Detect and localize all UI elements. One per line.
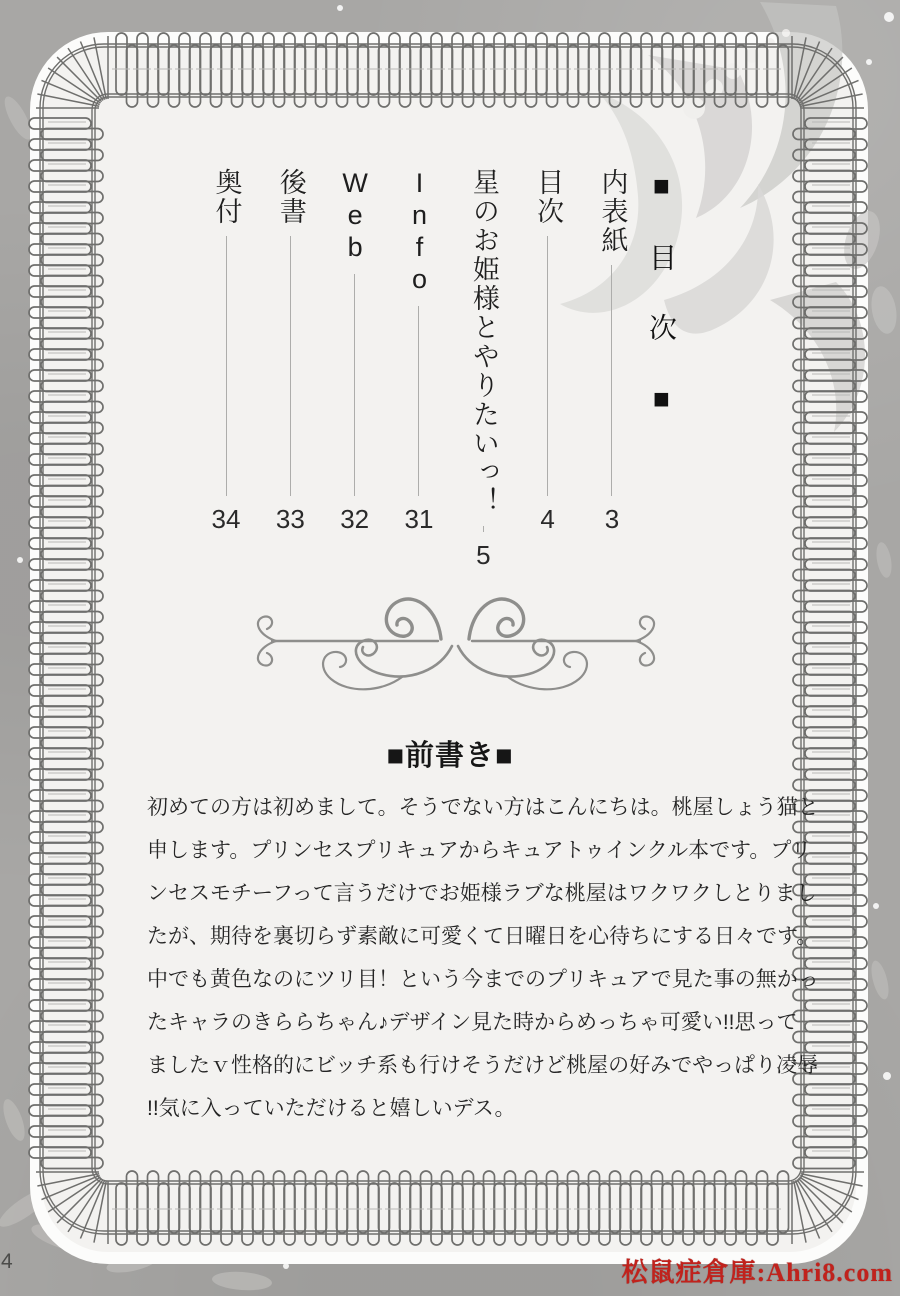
toc-entry-title: 内表紙 — [597, 168, 628, 255]
toc-entry-title: 目次 — [533, 168, 564, 226]
toc-page-number: 33 — [275, 504, 305, 534]
toc-header-label: ■ 目 次 ■ — [646, 170, 677, 421]
toc-page-number: 4 — [540, 504, 555, 534]
toc-leader-line — [226, 236, 227, 496]
toc-leader-line — [483, 526, 484, 532]
foreword-line: 中でも黄色なのにツリ目！という今までのプリキュアで見た事の無かっ — [147, 968, 819, 991]
toc-leader-line — [547, 236, 548, 496]
foreword-heading: ■前書き■ — [386, 740, 514, 772]
foreword-line: ンセスモチーフって言うだけでお姫様ラブな桃屋はワクワクしとりまし — [147, 882, 817, 905]
toc-entry-title: 後書 — [275, 168, 306, 226]
toc-page-number: 31 — [404, 504, 434, 534]
foreword-line: たが、期待を裏切らず素敵に可愛くて日曜日を心待ちにする日々です。 — [147, 925, 818, 948]
toc-entry — [258, 168, 322, 534]
toc-entry — [323, 168, 387, 534]
toc-leader-line — [418, 306, 419, 496]
toc-list — [194, 168, 644, 570]
page-number: 4 — [1, 1250, 13, 1273]
toc-page-number: 32 — [340, 504, 370, 534]
toc-entry — [194, 168, 258, 534]
toc-entry — [516, 168, 580, 534]
toc-entry — [451, 168, 515, 570]
toc-page-number: 3 — [604, 504, 620, 534]
toc-entry-title: 星のお姫様とやりたいっ！ — [468, 168, 499, 516]
toc-leader-line — [290, 236, 291, 496]
toc-entry-title: 奥付 — [211, 168, 242, 226]
foreword-line: !!気に入っていただけると嬉しいデス。 — [147, 1097, 516, 1120]
foreword-line: ましたｖ性格的にビッチ系も行けそうだけど桃屋の好みでやっぱり凌辱 — [147, 1054, 819, 1077]
foreword-paragraph — [147, 786, 837, 1130]
foreword-line: 初めての方は初めまして。そうでない方はこんにちは。桃屋しょう猫と — [147, 796, 819, 819]
foreword-line: たキャラのきららちゃん♪デザイン見た時からめっちゃ可愛い!!思って — [147, 1011, 798, 1034]
toc-entry-title: Web — [340, 168, 371, 264]
toc-leader-line — [354, 274, 355, 496]
toc-entry — [387, 168, 451, 534]
toc-leader-line — [611, 265, 612, 496]
site-watermark: 松鼠症倉庫:Ahri8.com — [621, 1258, 893, 1287]
toc-entry-title: Info — [404, 168, 435, 296]
toc-entry — [580, 168, 644, 534]
foreword-line: 申します。プリンセスプリキュアからキュアトゥインクル本です。プリ — [147, 839, 812, 862]
toc-page-number: 34 — [211, 504, 241, 534]
toc-page-number: 5 — [476, 540, 491, 570]
